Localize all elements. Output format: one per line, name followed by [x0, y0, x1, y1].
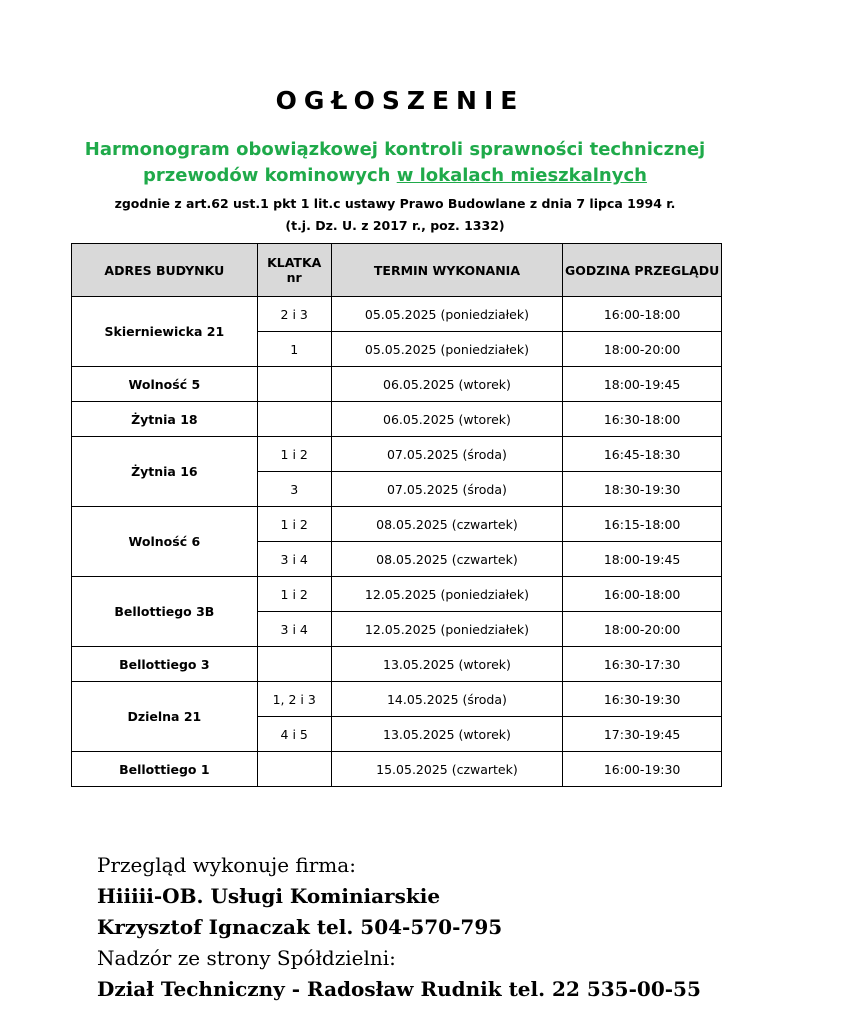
cell-address: Żytnia 16 — [72, 437, 258, 507]
cell-date: 06.05.2025 (wtorek) — [331, 402, 563, 437]
table-row — [72, 577, 722, 612]
cell-hours: 16:00-18:00 — [563, 577, 722, 612]
table-row — [72, 647, 722, 682]
cell-hours: 16:00-19:30 — [563, 752, 722, 787]
cell-address: Wolność 6 — [72, 507, 258, 577]
cell-stair: 1 i 2 — [257, 437, 331, 472]
cell-address: Żytnia 18 — [72, 402, 258, 437]
cell-date: 07.05.2025 (środa) — [331, 472, 563, 507]
inspection-schedule-table — [71, 243, 722, 787]
table-row — [72, 682, 722, 717]
cell-stair: 1, 2 i 3 — [257, 682, 331, 717]
footer-supervision-contact: Dział Techniczny - Radosław Rudnik tel. 22 535-00-55 — [97, 977, 701, 1001]
cell-stair: 3 i 4 — [257, 542, 331, 577]
cell-hours: 16:30-17:30 — [563, 647, 722, 682]
cell-stair — [257, 752, 331, 787]
cell-hours: 18:00-19:45 — [563, 367, 722, 402]
cell-hours: 16:45-18:30 — [563, 437, 722, 472]
cell-date: 05.05.2025 (poniedziałek) — [331, 297, 563, 332]
cell-stair: 3 i 4 — [257, 612, 331, 647]
subtitle-line2-underlined: w lokalach mieszkalnych — [396, 165, 647, 186]
header-date: TERMIN WYKONANIA — [331, 244, 563, 297]
cell-address: Bellottiego 3 — [72, 647, 258, 682]
cell-date: 14.05.2025 (środa) — [331, 682, 563, 717]
footer-contractor-intro: Przegląd wykonuje firma: — [97, 853, 356, 877]
cell-date: 07.05.2025 (środa) — [331, 437, 563, 472]
cell-address: Wolność 5 — [72, 367, 258, 402]
cell-hours: 16:30-18:00 — [563, 402, 722, 437]
cell-date: 05.05.2025 (poniedziałek) — [331, 332, 563, 367]
cell-stair: 2 i 3 — [257, 297, 331, 332]
announcement-title: OGŁOSZENIE — [275, 86, 525, 115]
cell-hours: 17:30-19:45 — [563, 717, 722, 752]
footer-company-contact: Krzysztof Ignaczak tel. 504-570-795 — [97, 915, 503, 939]
cell-date: 06.05.2025 (wtorek) — [331, 367, 563, 402]
cell-address: Bellottiego 3B — [72, 577, 258, 647]
cell-stair: 1 i 2 — [257, 577, 331, 612]
table-row — [72, 507, 722, 542]
table-header-row — [72, 244, 722, 297]
cell-stair — [257, 647, 331, 682]
cell-hours: 16:15-18:00 — [563, 507, 722, 542]
cell-date: 12.05.2025 (poniedziałek) — [331, 612, 563, 647]
cell-date: 15.05.2025 (czwartek) — [331, 752, 563, 787]
footer-supervision-intro: Nadzór ze strony Spółdzielni: — [97, 946, 396, 970]
cell-address: Skierniewicka 21 — [72, 297, 258, 367]
legal-basis-line1: zgodnie z art.62 ust.1 pkt 1 lit.c ustawy Prawo Budowlane z dnia 7 lipca 1994 r. — [114, 196, 676, 211]
cell-hours: 18:30-19:30 — [563, 472, 722, 507]
header-address: ADRES BUDYNKU — [72, 244, 258, 297]
cell-date: 08.05.2025 (czwartek) — [331, 507, 563, 542]
schedule-subtitle-line1: Harmonogram obowiązkowej kontroli sprawności technicznej — [84, 139, 706, 160]
cell-stair: 1 — [257, 332, 331, 367]
table-row — [72, 367, 722, 402]
legal-basis-line2: (t.j. Dz. U. z 2017 r., poz. 1332) — [285, 218, 505, 233]
cell-date: 12.05.2025 (poniedziałek) — [331, 577, 563, 612]
cell-date: 13.05.2025 (wtorek) — [331, 647, 563, 682]
cell-date: 13.05.2025 (wtorek) — [331, 717, 563, 752]
cell-hours: 16:30-19:30 — [563, 682, 722, 717]
cell-date: 08.05.2025 (czwartek) — [331, 542, 563, 577]
cell-stair: 1 i 2 — [257, 507, 331, 542]
cell-hours: 18:00-20:00 — [563, 612, 722, 647]
cell-stair: 3 — [257, 472, 331, 507]
table-row — [72, 297, 722, 332]
cell-stair: 4 i 5 — [257, 717, 331, 752]
cell-stair — [257, 367, 331, 402]
contact-footer — [97, 850, 701, 1005]
header-hours: GODZINA PRZEGLĄDU — [563, 244, 722, 297]
cell-hours: 18:00-19:45 — [563, 542, 722, 577]
table-row — [72, 402, 722, 437]
subtitle-line2-part-a: przewodów kominowych — [143, 165, 397, 186]
footer-company-name: Hiiiii-OB. Usługi Kominiarskie — [97, 884, 441, 908]
cell-stair — [257, 402, 331, 437]
table-row — [72, 437, 722, 472]
cell-hours: 16:00-18:00 — [563, 297, 722, 332]
cell-hours: 18:00-20:00 — [563, 332, 722, 367]
table-row — [72, 752, 722, 787]
header-stair: KLATKA nr — [257, 244, 331, 297]
schedule-subtitle-line2 — [0, 165, 790, 186]
cell-address: Bellottiego 1 — [72, 752, 258, 787]
cell-address: Dzielna 21 — [72, 682, 258, 752]
